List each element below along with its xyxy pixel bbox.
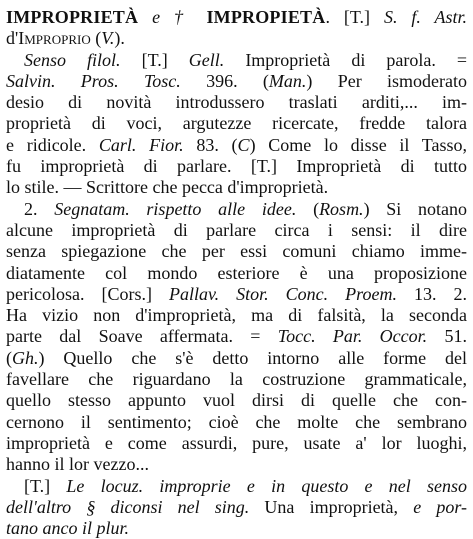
entry-line: favellare che riguardano la costruzione grammaticale,	[6, 369, 467, 390]
entry-line: 2. Segnatam. rispetto alle idee. (Rosm.) Si notano	[24, 198, 467, 219]
sense-number: 2.	[24, 198, 55, 219]
entry-line: IMPROPRIETÀ e † IMPROPIETÀ. [T.] S. f. Astr.	[6, 7, 467, 27]
entry-line: alcune improprietà di parlare circa i sensi: il dire	[6, 219, 467, 240]
entry-line: desio di novità introdussero traslati arditi,... im-	[6, 92, 467, 113]
cross-reference: Improprio	[18, 28, 91, 49]
entry-line: tano anco il plur.	[6, 518, 130, 539]
entry-line: improprietà e come assurdi, pure, usate a' lor luoghi,	[6, 432, 467, 453]
variant-marker: e †	[152, 7, 207, 27]
entry-line: Senso filol. [T.] Gell. Improprietà di parola. =	[24, 49, 467, 70]
entry-line: Ha vizio non d'improprietà, ma di falsità, la seconda	[6, 305, 467, 326]
entry-line: dell'altro § diconsi nel sing. Una improprietà, e por-	[6, 496, 467, 517]
entry-line: hanno il lor vezzo...	[6, 454, 149, 475]
entry-line: fu improprietà di parlare. [T.] Improprietà di tutto	[6, 156, 467, 177]
entry-line: pericolosa. [Cors.] Pallav. Stor. Conc. Proem. 13. 2.	[6, 283, 467, 304]
entry-line: senza spiegazione che per essi comuni chiamo imme-	[6, 241, 467, 262]
entry-line: lo stile. — Scrittore che pecca d'improprietà.	[6, 177, 329, 198]
entry-line: d'Improprio (V.).	[6, 28, 125, 49]
citation-source: Carl. Fior.	[98, 134, 184, 155]
headword: IMPROPRIETÀ	[6, 7, 139, 27]
entry-line: e ridicole. Carl. Fior. 83. (C) Come lo disse il Tasso,	[6, 134, 467, 155]
entry-line: parte dal Soave affermata. = Tocc. Par. Occor. 51.	[6, 326, 467, 347]
citation-source: Gell.	[188, 49, 225, 70]
entry-line: (Gh.) Quello che s'è detto intorno alle forme del	[6, 347, 467, 368]
entry-line: cernono il sentimento; cioè che molte che sembrano	[6, 411, 467, 432]
entry-line: proprietà di voci, argutezze ricercate, fredde talora	[6, 113, 467, 134]
citation-source: Pallav. Stor. Conc. Proem.	[168, 283, 397, 304]
grammar-label: S. f. Astr.	[383, 7, 467, 27]
sense-label: Segnatam. rispetto alle idee.	[54, 198, 297, 219]
entry-line: quello stesso appunto vuol dirsi di quelle che con-	[6, 390, 467, 411]
citation-source: Salvin. Pros. Tosc.	[6, 70, 181, 91]
citation-source: Tocc. Par. Occor.	[277, 326, 428, 347]
entry-line: [T.] Le locuz. improprie e in questo e nel senso	[24, 475, 467, 496]
headword-variant: IMPROPIETÀ	[206, 7, 326, 27]
entry-line: Salvin. Pros. Tosc. 396. (Man.) Per ismoderato	[6, 70, 467, 91]
entry-line: diatamente col mondo esteriore è una proposizione	[6, 262, 467, 283]
sense-label: Senso filol.	[24, 49, 121, 70]
